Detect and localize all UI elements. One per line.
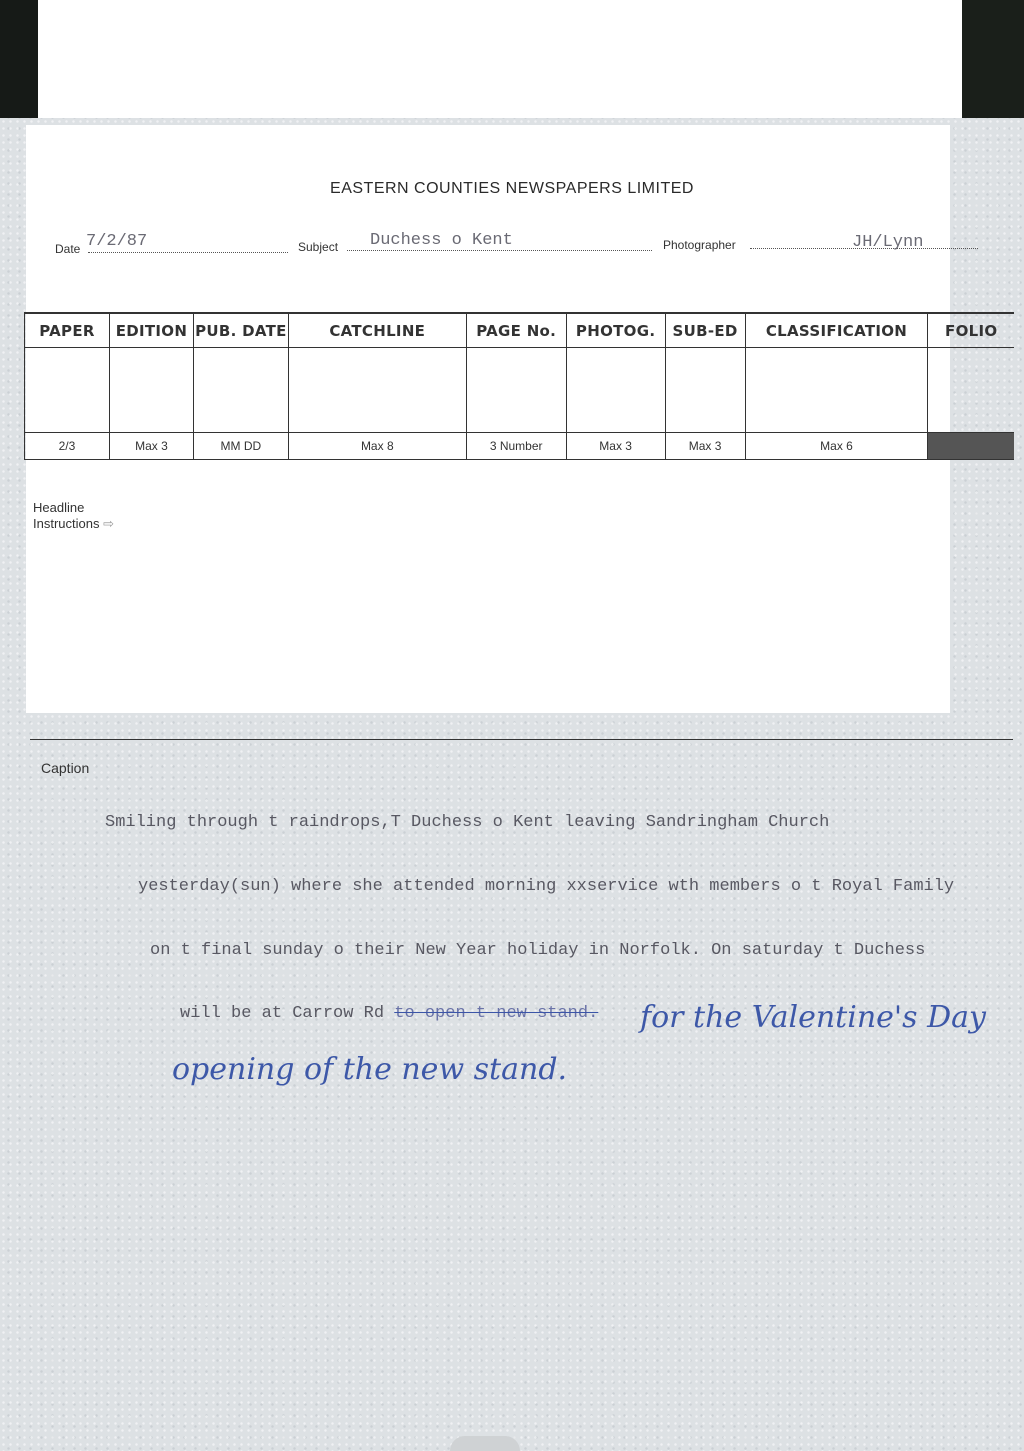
slip-header-row <box>25 314 1015 348</box>
hint-page-no: 3 Number <box>466 433 566 460</box>
col-classification: CLASSIFICATION <box>745 314 928 348</box>
handwritten-note-1: for the Valentine's Day <box>640 1000 986 1035</box>
hint-sub-ed: Max 3 <box>665 433 745 460</box>
entry-classification[interactable] <box>745 348 928 433</box>
date-label: Date <box>55 242 81 256</box>
entry-page-no[interactable] <box>466 348 566 433</box>
photographer-label: Photographer <box>663 238 736 252</box>
entry-photog[interactable] <box>566 348 665 433</box>
hint-classification: Max 6 <box>745 433 928 460</box>
subject-value: Duchess o Kent <box>370 231 513 250</box>
slip-table <box>24 313 1014 460</box>
col-folio: FOLIO <box>928 314 1014 348</box>
hint-pub-date: MM DD <box>193 433 288 460</box>
headline-label: Headline <box>33 500 85 515</box>
col-pub-date: PUB. DATE <box>193 314 288 348</box>
instructions-line <box>33 516 114 532</box>
company-name: EASTERN COUNTIES NEWSPAPERS LIMITED <box>330 180 694 197</box>
col-edition: EDITION <box>109 314 193 348</box>
photographer-value: JH/Lynn <box>852 233 924 252</box>
arrow-right-icon: ⇨ <box>103 516 115 531</box>
headline-instructions <box>33 500 114 532</box>
caption-struck-text: to open t new stand. <box>394 1004 599 1023</box>
production-slip <box>24 312 1014 459</box>
entry-edition[interactable] <box>109 348 193 433</box>
entry-pub-date[interactable] <box>193 348 288 433</box>
paper-clip-mark <box>450 1436 520 1451</box>
caption-line-2: yesterday(sun) where she attended morning xxservice wth members o t Royal Family <box>138 877 955 896</box>
caption-label: Caption <box>41 760 90 776</box>
handwritten-note-2: opening of the new stand. <box>172 1052 568 1087</box>
col-sub-ed: SUB-ED <box>665 314 745 348</box>
col-page-no: PAGE No. <box>466 314 566 348</box>
col-photog: PHOTOG. <box>566 314 665 348</box>
hint-photog: Max 3 <box>566 433 665 460</box>
hint-catchline: Max 8 <box>288 433 466 460</box>
caption-divider <box>30 739 1013 740</box>
subject-label: Subject <box>298 240 339 254</box>
photo-background-left <box>0 0 38 120</box>
date-line <box>88 252 288 253</box>
instructions-label: Instructions <box>33 516 100 531</box>
caption-line-3: on t final sunday o their New Year holiday in Norfolk. On saturday t Duchess <box>150 941 926 960</box>
entry-catchline[interactable] <box>288 348 466 433</box>
caption-line-4 <box>180 1004 598 1023</box>
hint-paper: 2/3 <box>25 433 110 460</box>
caption-line-4-typed: will be at Carrow Rd <box>180 1004 395 1023</box>
entry-paper[interactable] <box>25 348 110 433</box>
hint-edition: Max 3 <box>109 433 193 460</box>
entry-folio[interactable] <box>928 348 1014 433</box>
entry-sub-ed[interactable] <box>665 348 745 433</box>
photo-background-right <box>962 0 1024 118</box>
col-paper: PAPER <box>25 314 110 348</box>
slip-hint-row <box>25 433 1015 460</box>
slip-entry-row <box>25 348 1015 433</box>
photo-print-paper <box>38 0 962 125</box>
subject-line <box>347 250 652 251</box>
date-value: 7/2/87 <box>86 232 148 251</box>
hint-folio-shaded <box>928 433 1014 460</box>
caption-line-1: Smiling through t raindrops,T Duchess o Kent leaving Sandringham Church <box>105 813 830 832</box>
col-catchline: CATCHLINE <box>288 314 466 348</box>
